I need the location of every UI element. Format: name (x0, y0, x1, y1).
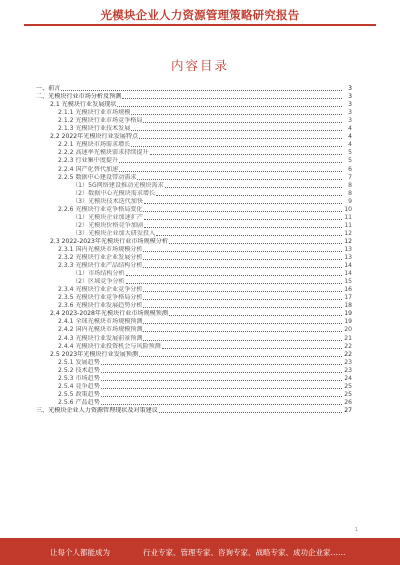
toc-entry[interactable] (36, 254, 352, 262)
toc-entry-page: 25 (344, 390, 352, 398)
toc-entry-text: 2.4 2023-2028年光模块行业市场规模预测 (50, 310, 168, 318)
toc-entry[interactable] (36, 125, 352, 133)
toc-entry[interactable] (36, 206, 352, 214)
toc-list (36, 85, 352, 415)
toc-entry-text: （1）市场结构分析 (72, 270, 125, 278)
toc-entry-page: 15 (344, 278, 352, 286)
toc-entry[interactable] (36, 198, 352, 206)
toc-entry[interactable] (36, 182, 352, 190)
toc-entry[interactable] (36, 326, 352, 334)
toc-entry-page: 25 (344, 382, 352, 390)
toc-entry[interactable] (36, 351, 352, 359)
toc-dot-leader (143, 291, 342, 292)
toc-entry-page: 18 (344, 302, 352, 310)
toc-entry-text: 2.5.6 产品趋势 (58, 398, 100, 406)
toc-entry-text: （1）5G网络建设推动光模块需求 (72, 181, 164, 189)
toc-dot-leader (143, 340, 342, 341)
toc-entry-page: 27 (344, 406, 352, 414)
toc-entry[interactable] (36, 109, 352, 117)
toc-entry[interactable] (36, 141, 352, 149)
toc-heading: 内容目录 (170, 58, 229, 73)
toc-dot-leader (150, 154, 342, 155)
toc-entry-text: （2）光模块价格竞争加剧 (72, 221, 143, 229)
toc-entry[interactable] (36, 286, 352, 294)
toc-entry[interactable] (36, 165, 352, 173)
toc-dot-leader (143, 299, 342, 300)
toc-entry-page: 14 (344, 262, 352, 270)
toc-entry[interactable] (36, 407, 352, 415)
toc-dot-leader (144, 203, 342, 204)
toc-entry-page: 13 (344, 254, 352, 262)
toc-dot-leader (169, 315, 342, 316)
header-divider (24, 24, 376, 26)
toc-dot-leader (101, 388, 342, 389)
toc-entry-text: 2.2.6 光模块行业竞争格局变化 (58, 205, 143, 213)
toc-entry[interactable] (36, 399, 352, 407)
toc-entry[interactable] (36, 101, 352, 109)
toc-entry-text: 2.3.4 光模块行业企业竞争分析 (58, 286, 143, 294)
toc-entry-page: 10 (344, 205, 352, 213)
toc-entry-text: 2.4.1 全球光模块市场规模预测 (58, 318, 143, 326)
toc-entry-page: 19 (344, 310, 352, 318)
toc-dot-leader (143, 211, 342, 212)
toc-entry-text: 2.3.2 光模块行业企业发展分析 (58, 254, 143, 262)
toc-entry-text: 2.5.3 市场趋势 (58, 374, 100, 382)
toc-dot-leader (143, 122, 342, 123)
toc-entry-page: 17 (344, 294, 352, 302)
footer-slogan-left: 让每个人都能成为 (50, 548, 110, 557)
toc-entry-text: 2.2.4 国产化替代加速 (58, 165, 119, 173)
toc-dot-leader (126, 283, 342, 284)
toc-entry[interactable] (36, 157, 352, 165)
toc-entry-text: 2.1 光模块行业发展现状 (50, 101, 117, 109)
toc-entry[interactable] (36, 149, 352, 157)
toc-entry-text: 一、前言 (36, 85, 61, 93)
toc-entry-page: 7 (348, 173, 352, 181)
toc-entry-page: 6 (348, 165, 352, 173)
toc-entry-text: （3）光模块技术迭代加快 (72, 197, 143, 205)
toc-entry-page: 16 (344, 286, 352, 294)
toc-entry-page: 21 (344, 334, 352, 342)
toc-entry-text: 2.1.1 光模块行业市场规模 (58, 109, 131, 117)
toc-dot-leader (169, 243, 342, 244)
toc-entry-text: 2.3.5 光模块行业竞争格局分析 (58, 294, 143, 302)
toc-dot-leader (162, 348, 342, 349)
toc-dot-leader (144, 227, 342, 228)
toc-dot-leader (143, 267, 342, 268)
toc-dot-leader (143, 307, 342, 308)
toc-entry[interactable] (36, 278, 352, 286)
toc-entry[interactable] (36, 318, 352, 326)
toc-entry-text: 2.2.5 数据中心建设带动需求 (58, 173, 137, 181)
toc-dot-leader (131, 130, 342, 131)
toc-entry[interactable] (36, 391, 352, 399)
toc-dot-leader (131, 146, 342, 147)
toc-dot-leader (119, 171, 342, 172)
toc-entry[interactable] (36, 375, 352, 383)
toc-dot-leader (159, 412, 342, 413)
toc-entry-text: 2.5.2 技术趋势 (58, 366, 100, 374)
toc-entry[interactable] (36, 343, 352, 351)
report-title: 光模块企业人力资源管理策略研究报告 (100, 8, 300, 22)
toc-dot-leader (131, 114, 342, 115)
toc-dot-leader (165, 187, 342, 188)
toc-entry-text: 2.3 2022-2023年光模块行业市场规模分析 (50, 237, 168, 245)
toc-dot-leader (137, 179, 342, 180)
toc-entry-text: 2.2.1 光模块市场需求增长 (58, 141, 131, 149)
toc-entry-text: 2.4.3 光模块行业发展前景预测 (58, 334, 143, 342)
toc-entry[interactable] (36, 117, 352, 125)
toc-dot-leader (144, 219, 342, 220)
toc-entry[interactable] (36, 85, 352, 93)
toc-entry-text: 2.2.3 行业集中度提升 (58, 157, 119, 165)
toc-dot-leader (156, 195, 342, 196)
toc-entry[interactable] (36, 174, 352, 182)
toc-dot-leader (117, 106, 342, 107)
toc-entry-page: 11 (344, 213, 352, 221)
toc-entry-page: 22 (344, 350, 352, 358)
toc-dot-leader (143, 323, 342, 324)
toc-entry[interactable] (36, 230, 352, 238)
toc-dot-leader (143, 331, 342, 332)
toc-entry-text: 2.3.3 光模块行业产品结构分析 (58, 262, 143, 270)
toc-dot-leader (143, 259, 342, 260)
toc-dot-leader (101, 396, 342, 397)
toc-entry[interactable] (36, 302, 352, 310)
toc-entry-page: 4 (348, 125, 352, 133)
toc-entry-page: 12 (344, 237, 352, 245)
toc-entry-page: 11 (344, 221, 352, 229)
toc-entry-text: （2）数据中心光模块需求增长 (72, 189, 156, 197)
toc-entry-text: 2.2.2 高速率光模块需求持续提升 (58, 149, 149, 157)
toc-entry-text: 2.3.6 光模块行业发展趋势分析 (58, 302, 143, 310)
toc-dot-leader (101, 372, 342, 373)
toc-entry-text: 2.2 2022年光模块行业发展特点 (50, 133, 139, 141)
toc-entry-text: （2）区域竞争分析 (72, 278, 125, 286)
toc-entry[interactable] (36, 262, 352, 270)
toc-entry[interactable] (36, 214, 352, 222)
toc-entry-text: 2.5 2023年光模块行业发展预测 (50, 350, 139, 358)
toc-entry-page: 4 (348, 141, 352, 149)
toc-entry[interactable] (36, 270, 352, 278)
toc-entry-text: 2.4.4 光模块行业投资机会与风险预测 (58, 342, 161, 350)
toc-dot-leader (143, 251, 342, 252)
toc-entry-page: 8 (348, 189, 352, 197)
toc-entry[interactable] (36, 238, 352, 246)
toc-entry-page: 22 (344, 342, 352, 350)
toc-entry[interactable] (36, 222, 352, 230)
footer-slogan-right: 行业专家、管理专家、咨询专家、战略专家、成功企业家…… (143, 548, 346, 557)
toc-entry-page: 12 (344, 229, 352, 237)
toc-dot-leader (101, 364, 342, 365)
toc-dot-leader (119, 162, 342, 163)
toc-entry-page: 3 (348, 101, 352, 109)
toc-entry-page: 4 (348, 133, 352, 141)
toc-entry-text: 2.5.4 竞争趋势 (58, 382, 100, 390)
toc-entry-page: 8 (348, 181, 352, 189)
toc-entry-page: 5 (348, 157, 352, 165)
toc-entry[interactable] (36, 383, 352, 391)
toc-entry-text: 2.1.3 光模块行业技术发展 (58, 125, 131, 133)
footer-band (0, 538, 400, 565)
toc-entry[interactable] (36, 93, 352, 101)
toc-entry-page: 9 (348, 197, 352, 205)
toc-entry-text: 2.5.1 发展趋势 (58, 358, 100, 366)
toc-dot-leader (101, 380, 342, 381)
toc-entry-page: 5 (348, 149, 352, 157)
toc-dot-leader (139, 356, 342, 357)
toc-entry-text: （3）光模块企业加大研发投入 (72, 229, 156, 237)
toc-entry[interactable] (36, 246, 352, 254)
toc-entry[interactable] (36, 190, 352, 198)
toc-entry[interactable] (36, 294, 352, 302)
toc-entry-page: 26 (344, 398, 352, 406)
toc-entry-page: 3 (348, 109, 352, 117)
toc-entry-text: 2.1.2 光模块行业市场竞争格局 (58, 117, 143, 125)
toc-dot-leader (101, 404, 342, 405)
toc-entry-page: 13 (344, 245, 352, 253)
toc-entry-text: 二、光模块行业市场分析及预测 (36, 93, 122, 101)
toc-entry-page: 20 (344, 326, 352, 334)
toc-entry-page: 3 (348, 85, 352, 93)
toc-entry[interactable] (36, 133, 352, 141)
toc-entry-page: 24 (344, 374, 352, 382)
toc-entry-page: 3 (348, 117, 352, 125)
toc-dot-leader (61, 90, 342, 91)
toc-entry[interactable] (36, 359, 352, 367)
toc-entry-text: 2.4.2 国内光模块市场规模预测 (58, 326, 143, 334)
toc-dot-leader (126, 275, 342, 276)
page-number: 1 (354, 527, 358, 533)
toc-entry-text: 2.3.1 国内光模块市场规模分析 (58, 245, 143, 253)
toc-entry[interactable] (36, 334, 352, 342)
toc-entry-text: 2.5.5 政策趋势 (58, 390, 100, 398)
toc-entry-page: 19 (344, 318, 352, 326)
toc-entry[interactable] (36, 310, 352, 318)
toc-dot-leader (139, 138, 342, 139)
toc-dot-leader (156, 235, 342, 236)
toc-entry-text: 三、光模块企业人力资源管理现状及对策建议 (36, 406, 158, 414)
toc-dot-leader (122, 98, 342, 99)
toc-entry-page: 14 (344, 270, 352, 278)
toc-entry-page: 23 (344, 366, 352, 374)
toc-entry-text: （1）光模块企业加速扩产 (72, 213, 143, 221)
toc-entry-page: 3 (348, 93, 352, 101)
toc-entry-page: 23 (344, 358, 352, 366)
toc-entry[interactable] (36, 367, 352, 375)
